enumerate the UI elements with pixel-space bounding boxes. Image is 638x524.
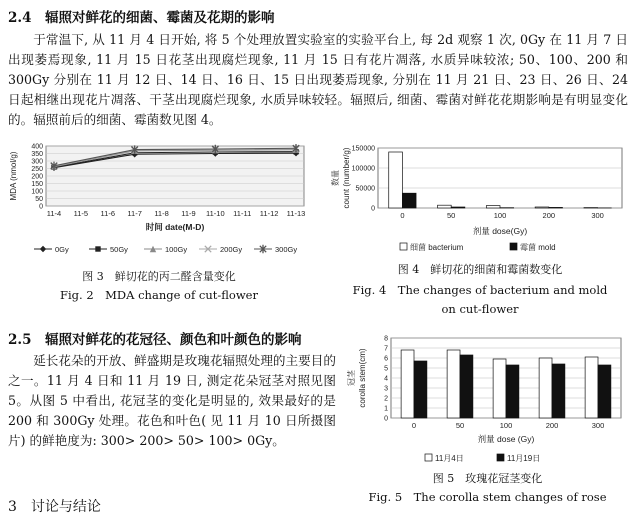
x-axis-label: 时间 date(M-D) bbox=[145, 222, 205, 232]
y-tick-label: 0 bbox=[384, 415, 388, 423]
bar bbox=[598, 365, 611, 418]
legend-label: 11月4日 bbox=[435, 454, 464, 463]
x-tick-label: 11-6 bbox=[100, 209, 116, 218]
section-2-4-title: 2.4 辐照对鲜花的细菌、霉菌及花期的影响 bbox=[8, 10, 275, 26]
x-tick-label: 300 bbox=[591, 421, 605, 430]
x-axis-label: 剂量 dose(Gy) bbox=[472, 226, 528, 236]
y-tick-label: 7 bbox=[384, 345, 388, 353]
bar bbox=[401, 350, 414, 418]
legend-swatch bbox=[510, 243, 517, 250]
fig3-caption-cn: 图 3 鲜切花的丙二醛含量变化 bbox=[82, 270, 236, 283]
x-tick-label: 200 bbox=[545, 421, 559, 430]
y-tick-label: 6 bbox=[384, 355, 388, 363]
bar bbox=[402, 193, 416, 208]
legend-label: 0Gy bbox=[55, 245, 69, 254]
legend-label: 细菌 bacterium bbox=[410, 243, 464, 252]
fig4-bacteria-mold-chart bbox=[330, 140, 630, 258]
y-tick-label: 250 bbox=[31, 166, 43, 173]
bar bbox=[493, 359, 506, 418]
bar bbox=[438, 205, 452, 208]
x-axis-label: 剂量 dose (Gy) bbox=[477, 434, 535, 444]
section-2-4-paragraph: 于常温下, 从 11 月 4 日开始, 将 5 个处理放置实验室的实验平台上, 每 2d 观察 1 次, 0Gy 在 11 月 7 日出现萎焉现象, 11 月 15 日花茎出现腐烂现象, 11 月 15 日有花片凋落, 水质异味较浓; 50、100、200 和 300Gy 分别在 11 月 12 日、14 日、16 日、15 日出现萎焉现象, 分别在 11 月 21 日、23 日、26 日、24 日起相继出现花片凋落、干茎出现腐烂现象, 水质异味较轻。辐照后, 细菌、霉菌对鲜花花期影响是有明显变化的。辐照前后的细菌、霉菌数见图 4。 bbox=[8, 32, 628, 127]
legend-label: 霉菌 mold bbox=[520, 243, 556, 252]
fig4-caption-cn: 图 4 鲜切花的细菌和霉菌数变化 bbox=[397, 263, 563, 276]
y-tick-label: 5 bbox=[384, 365, 388, 373]
x-tick-label: 11-9 bbox=[181, 209, 196, 218]
bar bbox=[535, 207, 549, 208]
y-axis-label: corolla stem(cm) bbox=[358, 348, 367, 408]
y-tick-label: 3 bbox=[384, 385, 388, 393]
y-tick-label: 2 bbox=[384, 395, 388, 403]
bar bbox=[506, 365, 519, 418]
x-tick-label: 300 bbox=[591, 211, 604, 220]
y-tick-label: 100000 bbox=[351, 165, 375, 173]
section-2-5-title: 2.5 辐照对鲜花的花冠径、颜色和叶颜色的影响 bbox=[8, 332, 302, 348]
y-tick-label: 400 bbox=[31, 143, 43, 151]
bar bbox=[539, 358, 552, 418]
y-tick-label: 200 bbox=[31, 173, 43, 181]
fig4-caption-en: Fig. 4 The changes of bacterium and mold on cut-flower bbox=[352, 283, 608, 316]
legend-marker bbox=[95, 246, 100, 251]
bar bbox=[552, 364, 565, 418]
y-axis-label-cn: 冠茎 bbox=[347, 370, 356, 386]
fig5-caption-cn: 图 5 玫瑰花冠茎变化 bbox=[432, 472, 543, 485]
legend-swatch bbox=[425, 454, 432, 461]
x-tick-label: 11-7 bbox=[127, 209, 142, 218]
bar bbox=[549, 207, 563, 208]
y-tick-label: 8 bbox=[384, 335, 388, 343]
x-tick-label: 11-5 bbox=[73, 209, 89, 218]
x-tick-label: 0 bbox=[400, 211, 405, 220]
x-tick-label: 11-4 bbox=[46, 209, 62, 218]
x-tick-label: 100 bbox=[499, 421, 513, 430]
bar bbox=[451, 207, 465, 208]
legend-label: 50Gy bbox=[110, 245, 128, 254]
fig3-mda-chart bbox=[6, 142, 312, 262]
bar bbox=[486, 206, 500, 208]
y-tick-label: 50000 bbox=[355, 185, 375, 193]
legend-label: 200Gy bbox=[220, 245, 243, 254]
y-tick-label: 150000 bbox=[351, 145, 375, 153]
fig5-caption-en: Fig. 5 The corolla stem changes of rose bbox=[368, 490, 607, 504]
legend-marker bbox=[40, 246, 46, 252]
y-tick-label: 50 bbox=[35, 196, 43, 203]
y-tick-label: 100 bbox=[31, 188, 43, 196]
x-tick-label: 50 bbox=[447, 211, 456, 220]
x-tick-label: 11-10 bbox=[206, 209, 225, 218]
x-tick-label: 11-13 bbox=[286, 209, 306, 218]
y-tick-label: 0 bbox=[371, 205, 375, 213]
legend-swatch bbox=[400, 243, 407, 250]
y-tick-label: 350 bbox=[31, 151, 43, 158]
x-tick-label: 0 bbox=[411, 421, 417, 430]
x-tick-label: 200 bbox=[542, 211, 556, 220]
legend-label: 11月19日 bbox=[507, 454, 541, 463]
y-axis-label-cn: 数量 bbox=[331, 170, 340, 186]
y-tick-label: 1 bbox=[384, 405, 388, 413]
x-tick-label: 100 bbox=[493, 211, 507, 220]
x-tick-label: 11-8 bbox=[154, 209, 169, 218]
x-tick-label: 11-11 bbox=[233, 209, 252, 218]
fig5-corolla-stem-chart bbox=[345, 330, 630, 468]
bar bbox=[389, 152, 403, 208]
bar bbox=[460, 355, 473, 418]
fig3-caption-en: Fig. 2 MDA change of cut-flower bbox=[60, 288, 258, 302]
legend-label: 300Gy bbox=[275, 245, 298, 254]
y-tick-label: 300 bbox=[31, 158, 43, 166]
x-tick-label: 11-12 bbox=[259, 209, 279, 218]
bar bbox=[414, 361, 427, 418]
y-axis-label: count (number/g) bbox=[342, 147, 351, 209]
y-tick-label: 0 bbox=[39, 203, 43, 211]
y-tick-label: 150 bbox=[31, 181, 43, 188]
y-tick-label: 4 bbox=[384, 375, 388, 383]
legend-label: 100Gy bbox=[165, 245, 188, 254]
section-2-5-paragraph: 延长花朵的开放、鲜盛期是玫瑰花辐照处理的主要目的之一。11 月 4 日和 11 月 19 日, 测定花朵冠茎对照见图 5。从图 5 中看出, 花冠茎的变化是明显的, 效果最好的是 200 和 300Gy 处理。花色和叶色( 见 11 月 10 日所摄图片) 的鲜艳度为: 300> 200> 50> 100> 0Gy。 bbox=[8, 353, 336, 448]
y-axis-label: MDA (nmol/g) bbox=[9, 151, 18, 201]
section-3-title: 3 讨论与结论 bbox=[8, 499, 101, 515]
bar bbox=[585, 357, 598, 418]
x-tick-label: 50 bbox=[455, 421, 465, 430]
bar bbox=[447, 350, 460, 418]
legend-swatch bbox=[497, 454, 504, 461]
